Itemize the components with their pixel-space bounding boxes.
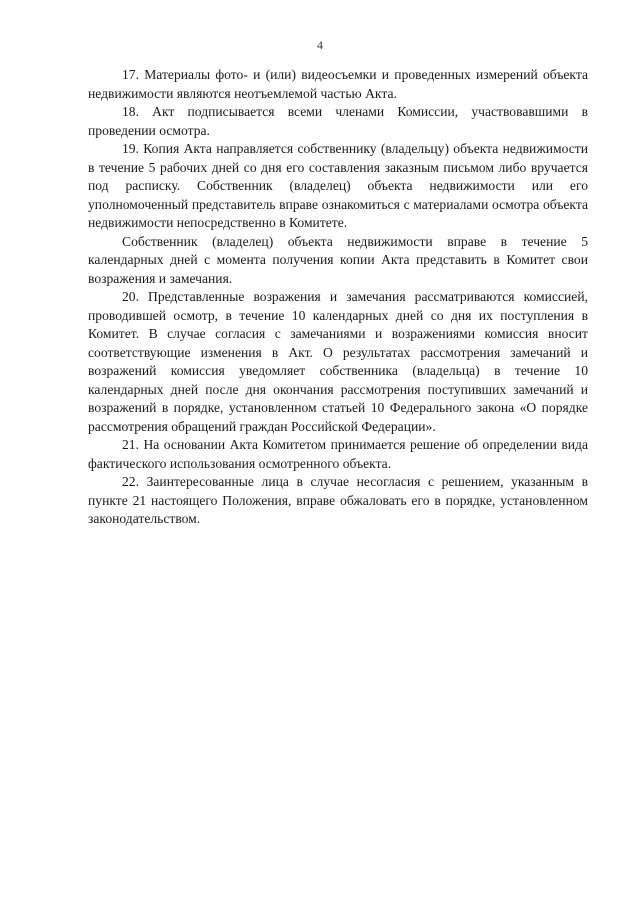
- paragraph-19: 19. Копия Акта направляется собственнику (владельцу) объекта недвижимости в течение 5 рабочих дней со дня его составления заказным письмом либо вручается под расписку. Собственник (владелец) объекта недвижимости или его уполномоченный представитель вправе ознакомиться с материалами осмотра объекта недвижимости непосредственно в Комитете.: [88, 141, 588, 230]
- page-number: 4: [317, 38, 323, 52]
- paragraph-22: 22. Заинтересованные лица в случае несогласия с решением, указанным в пункте 21 настоящего Положения, вправе обжаловать его в порядке, установленном законодательством.: [88, 474, 588, 526]
- paragraph-19-continuation: Собственник (владелец) объекта недвижимости вправе в течение 5 календарных дней с момента получения копии Акта представить в Комитет свои возражения и замечания.: [88, 233, 588, 286]
- document-body: [88, 66, 588, 529]
- paragraph-18: 18. Акт подписывается всеми членами Комиссии, участвовавшими в проведении осмотра.: [88, 104, 588, 138]
- paragraph-17: 17. Материалы фото- и (или) видеосъемки и проведенных измерений объекта недвижимости являются неотъемлемой частью Акта.: [88, 67, 588, 101]
- paragraph-20: 20. Представленные возражения и замечания рассматриваются комиссией, проводившей осмотр, в течение 10 календарных дней со дня их поступления в Комитет. В случае согласия с замечаниями и возражениями комиссия вносит соответствующие изменения в Акт. О результатах рассмотрения замечаний и возражений комиссия уведомляет собственника (владельца) в течение 10 календарных дней после дня окончания рассмотрения поступивших замечаний и возражений в порядке, установленном статьей 10 Федерального закона «О порядке рассмотрения обращений граждан Российской Федерации».: [88, 289, 588, 434]
- paragraph-21: 21. На основании Акта Комитетом принимается решение об определении вида фактического использования осмотренного объекта.: [88, 437, 588, 471]
